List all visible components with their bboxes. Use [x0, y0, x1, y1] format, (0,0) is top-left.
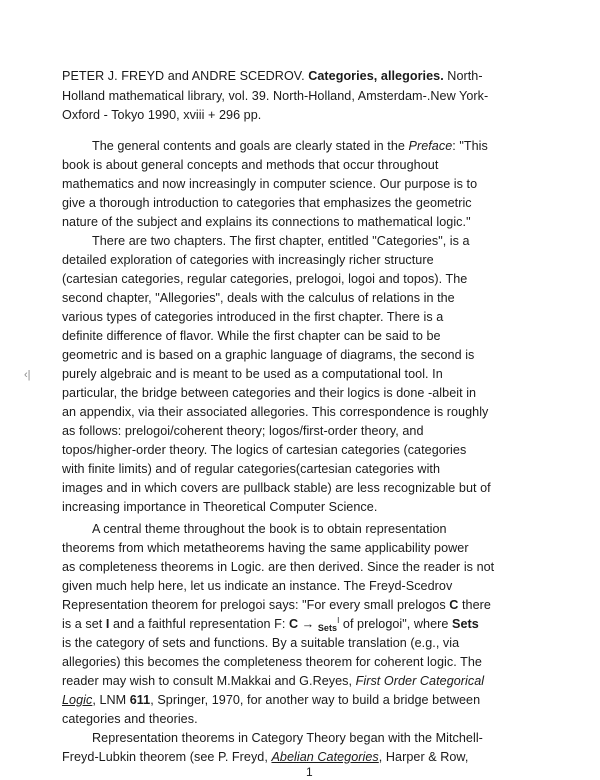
- p3-text: and a faithful representation F:: [109, 617, 289, 631]
- bold-C: C: [288, 617, 299, 631]
- superscript-I: I: [337, 615, 340, 625]
- p3-line-10: [0, 692, 600, 708]
- citation-line-3: Oxford - Tokyo 1990, xviii + 296 pp.: [62, 108, 262, 122]
- book-title-italic: Abelian Categories: [271, 750, 379, 764]
- p2-line-14: images and in which covers are pullback stable) are less recognizable but of: [62, 481, 491, 495]
- p2-line-13: with finite limits) and of regular categories(cartesian categories with: [62, 462, 441, 476]
- citation-line-1: [0, 68, 600, 84]
- p3-line-8: allegories) this becomes the completeness theorem for coherent logic. The: [62, 655, 482, 669]
- p4-text: , Harper & Row,: [378, 750, 469, 764]
- p3-text: is a set: [62, 617, 106, 631]
- p3-text: reader may wish to consult M.Makkai and G.Reyes,: [62, 674, 356, 688]
- p2-line-6: definite difference of flavor. While the first chapter can be said to be: [62, 329, 441, 343]
- p2-line-5: various types of categories introduced in the first chapter. There is a: [62, 310, 444, 324]
- p1-line-2: book is about general concepts and methods that occur throughout: [62, 158, 439, 172]
- p2-line-3: (cartesian categories, regular categories, prelogoi, logoi and topos). The: [62, 272, 468, 286]
- p2-line-11: as follows: prelogoi/coherent theory; logos/first-order theory, and: [62, 424, 424, 438]
- p3-text: , LNM: [92, 693, 130, 707]
- p3-line-1: A central theme throughout the book is to obtain representation: [92, 522, 447, 536]
- book-title-italic: First Order Categorical: [355, 674, 485, 688]
- p3-line-4: given much help here, let us indicate an instance. The Freyd-Scedrov: [62, 579, 453, 593]
- p3-text: , Springer, 1970, for another way to build a bridge between: [150, 693, 481, 707]
- citation-rest: North-: [443, 69, 483, 83]
- citation-line-2: Holland mathematical library, vol. 39. North-Holland, Amsterdam-.New York-: [62, 89, 489, 103]
- p3-line-7: is the category of sets and functions. By a suitable translation (e.g., via: [62, 636, 460, 650]
- p2-line-10: an appendix, via their associated allegories. This correspondence is roughly: [62, 405, 489, 419]
- p3-text: there: [458, 598, 491, 612]
- citation-title: Categories, allegories.: [308, 69, 444, 83]
- p4-text: Freyd-Lubkin theorem (see P. Freyd,: [62, 750, 272, 764]
- p4-line-1: Representation theorems in Category Theory began with the Mitchell-: [92, 731, 483, 745]
- preface-italic: Preface: [408, 139, 453, 153]
- p1-line-3: mathematics and now increasingly in computer science. Our purpose is to: [62, 177, 478, 191]
- p3-line-5: [0, 597, 600, 613]
- p4-line-2: [0, 749, 600, 765]
- p2-line-4: second chapter, "Allegories", deals with the calculus of relations in the: [62, 291, 455, 305]
- p1-text: : "This: [452, 139, 488, 153]
- margin-mark: ‹|: [24, 369, 31, 381]
- p3-line-6: [0, 616, 600, 633]
- p1-text: The general contents and goals are clearly stated in the: [92, 139, 409, 153]
- p2-line-7: geometric and is based on a graphic language of diagrams, the second is: [62, 348, 475, 362]
- sets-subscript: Sets: [317, 623, 338, 633]
- book-title-italic: Logic: [62, 693, 93, 707]
- bold-C: C: [449, 598, 459, 612]
- p2-line-8: purely algebraic and is meant to be used as a computational tool. In: [62, 367, 443, 381]
- p3-line-11: categories and theories.: [62, 712, 198, 726]
- p1-line-5: nature of the subject and explains its connections to mathematical logic.": [62, 215, 471, 229]
- page-number: 1: [306, 765, 313, 779]
- p3-line-9: [0, 673, 600, 689]
- p1-line-4: give a thorough introduction to categories that emphasizes the geometric: [62, 196, 472, 210]
- p3-line-3: as completeness theorems in Logic. are then derived. Since the reader is not: [62, 560, 495, 574]
- lnm-number: 611: [129, 693, 151, 707]
- p2-line-15: increasing importance in Theoretical Computer Science.: [62, 500, 378, 514]
- p2-line-9: particular, the bridge between categories and their logics is done -albeit in: [62, 386, 477, 400]
- p3-text: of prelogoi", where: [339, 617, 452, 631]
- p2-line-12: topos/higher-order theory. The logics of cartesian categories (categories: [62, 443, 467, 457]
- citation-authors: PETER J. FREYD and ANDRE SCEDROV.: [62, 69, 305, 83]
- p3-line-2: theorems from which metatheorems having the same applicability power: [62, 541, 469, 555]
- p2-line-2: detailed exploration of categories with increasingly richer structure: [62, 253, 434, 267]
- arrow-symbol: →: [298, 617, 318, 631]
- bold-I: I: [105, 617, 110, 631]
- p2-line-1: There are two chapters. The first chapter, entitled "Categories", is a: [92, 234, 470, 248]
- bold-sets: Sets: [452, 617, 479, 631]
- p3-text: Representation theorem for prelogoi says: "For every small prelogos: [62, 598, 450, 612]
- p1-line-1: [0, 138, 600, 154]
